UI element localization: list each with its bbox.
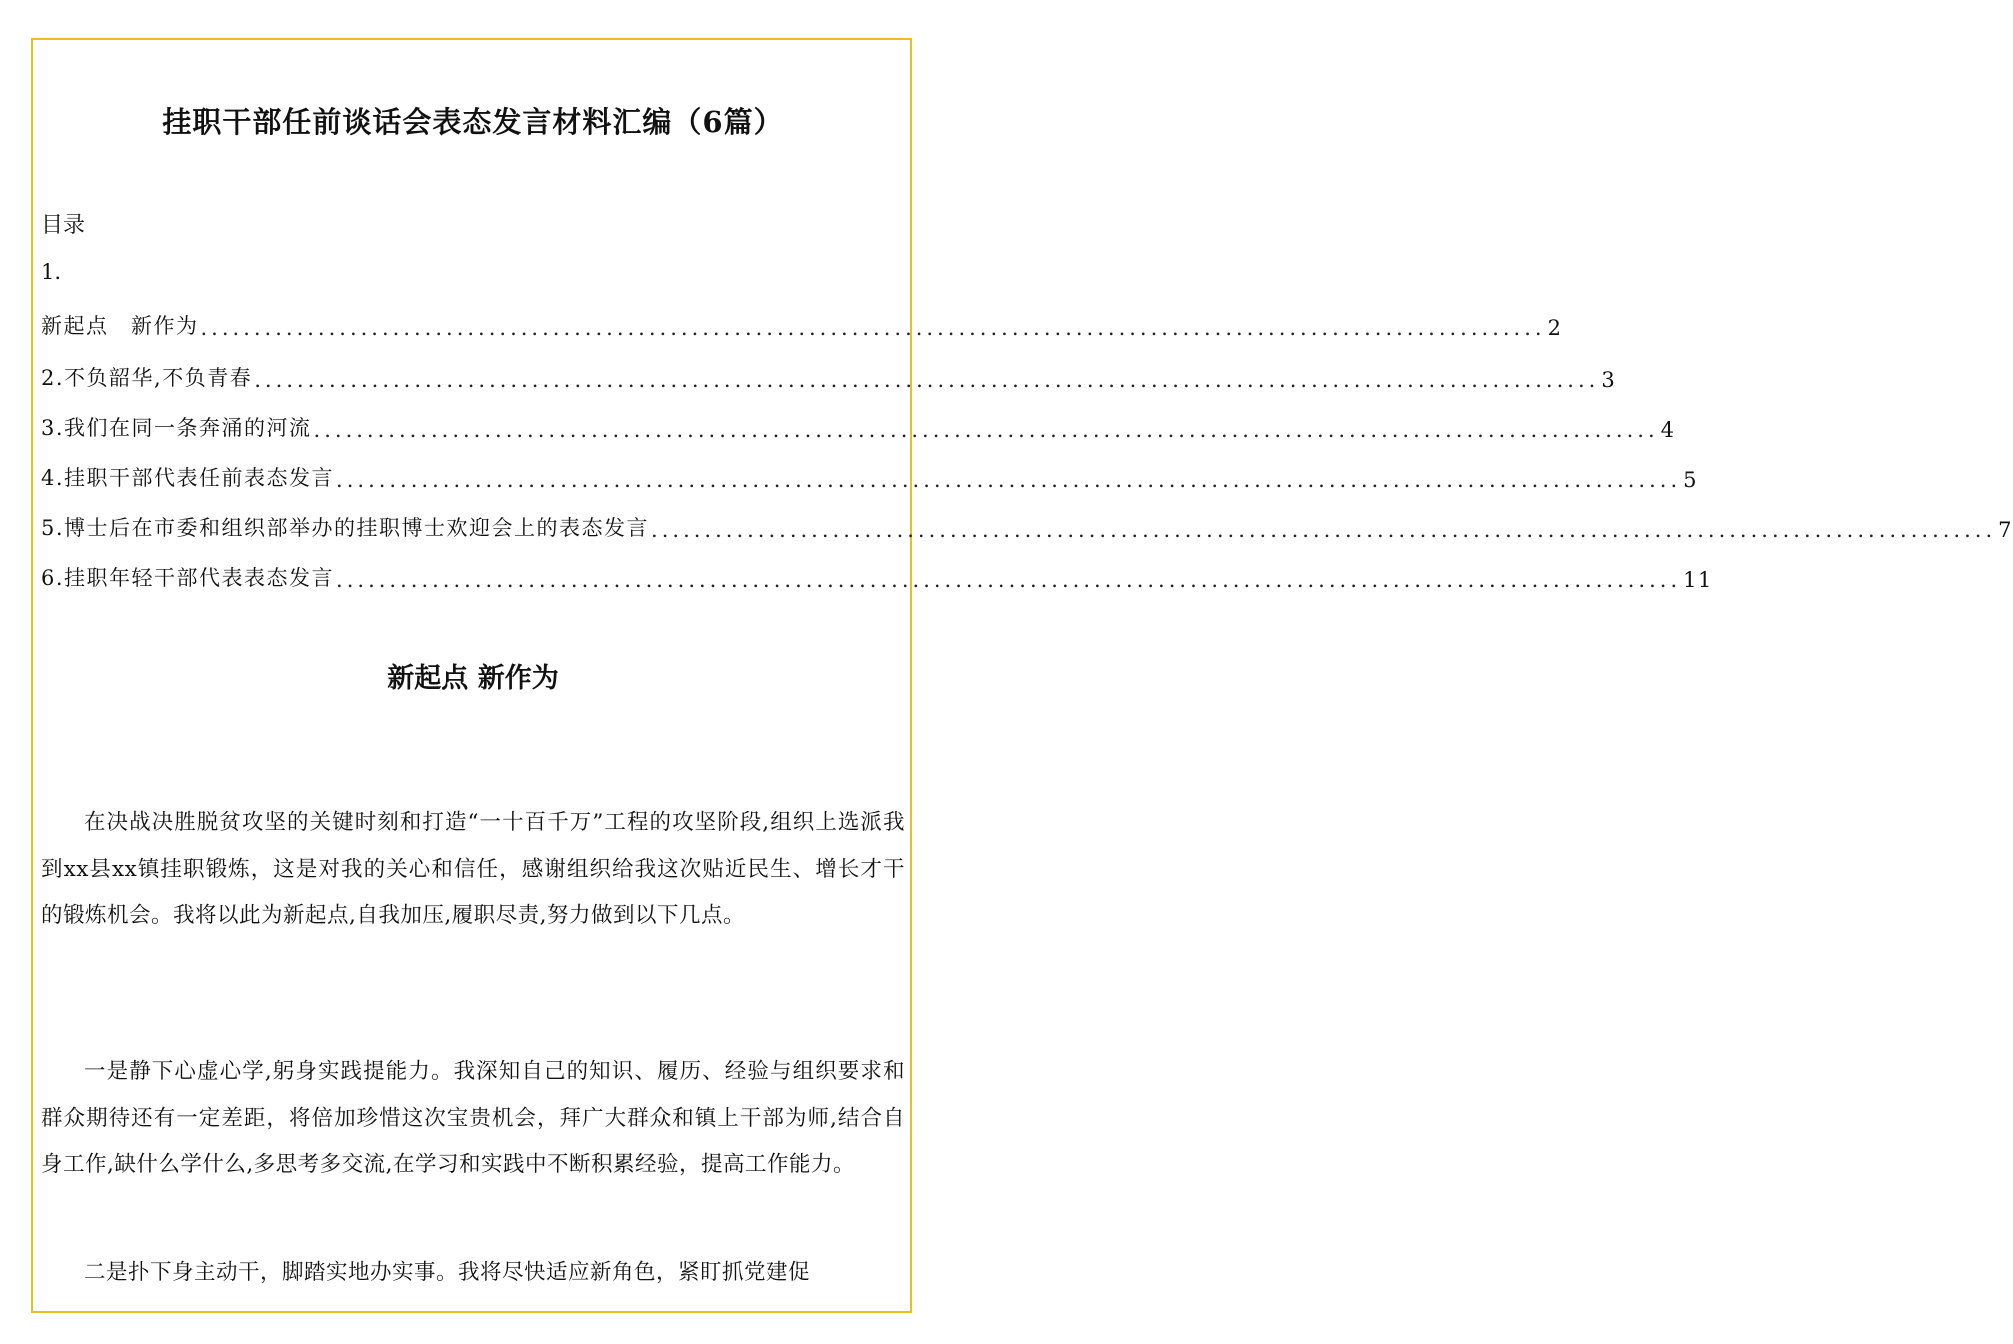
toc-item[interactable] bbox=[41, 562, 1713, 592]
document-title: 挂职干部任前谈话会表态发言材料汇编（6篇） bbox=[162, 105, 784, 139]
toc-leader: .............................................................................................................................. bbox=[651, 518, 1997, 542]
body-paragraph: 一是静下心虚心学,躬身实践提能力。我深知自己的知识、履历、经验与组织要求和群众期待还有一定差距，将倍加珍惜这次宝贵机会，拜广大群众和镇上干部为师,结合自身工作,缺什么学什么,多思考多交流,在学习和实践中不断积累经验，提高工作能力。 bbox=[41, 1059, 905, 1177]
toc-item[interactable] bbox=[41, 512, 2013, 542]
section-title: 新起点 新作为 bbox=[387, 663, 559, 694]
toc-item-label: 2.不负韶华,不负青春 bbox=[41, 366, 253, 390]
toc-item-number: 1. bbox=[41, 260, 62, 284]
toc-item-label: 6.挂职年轻干部代表表态发言 bbox=[41, 566, 335, 590]
toc-leader: .............................................................................................................................. bbox=[254, 368, 1600, 392]
toc-item-page: 2 bbox=[1547, 316, 1563, 340]
toc-item-page: 4 bbox=[1660, 418, 1676, 442]
body-paragraph: 二是扑下身主动干，脚踏实地办实事。我将尽快适应新角色，紧盯抓党建促 bbox=[84, 1260, 811, 1285]
toc-leader: .............................................................................................................................. bbox=[200, 316, 1546, 340]
toc-item[interactable] bbox=[41, 462, 1699, 492]
toc-item[interactable] bbox=[41, 310, 1563, 340]
toc-heading: 目录 bbox=[41, 213, 86, 238]
toc-item-page: 11 bbox=[1683, 568, 1713, 592]
toc-item[interactable] bbox=[41, 362, 1617, 392]
toc-leader: .............................................................................................................................. bbox=[336, 468, 1682, 492]
toc-item-page: 7 bbox=[1998, 518, 2013, 542]
toc-leader: .............................................................................................................................. bbox=[336, 568, 1682, 592]
toc-item-page: 3 bbox=[1601, 368, 1617, 392]
body-paragraph: 在决战决胜脱贫攻坚的关键时刻和打造“一十百千万”工程的攻坚阶段,组织上选派我到xx县xx镇挂职锻炼，这是对我的关心和信任，感谢组织给我这次贴近民生、增长才干的锻炼机会。我将以此为新起点,自我加压,履职尽责,努力做到以下几点。 bbox=[41, 810, 905, 928]
toc-item-label: 5.博士后在市委和组织部举办的挂职博士欢迎会上的表态发言 bbox=[41, 516, 650, 540]
toc-item-label: 新起点 新作为 bbox=[41, 314, 199, 338]
toc-item-page: 5 bbox=[1683, 468, 1699, 492]
toc-item-label: 4.挂职干部代表任前表态发言 bbox=[41, 466, 335, 490]
toc-item-label: 3.我们在同一条奔涌的河流 bbox=[41, 416, 312, 440]
toc-leader: .............................................................................................................................. bbox=[313, 418, 1659, 442]
toc-item[interactable] bbox=[41, 412, 1676, 442]
